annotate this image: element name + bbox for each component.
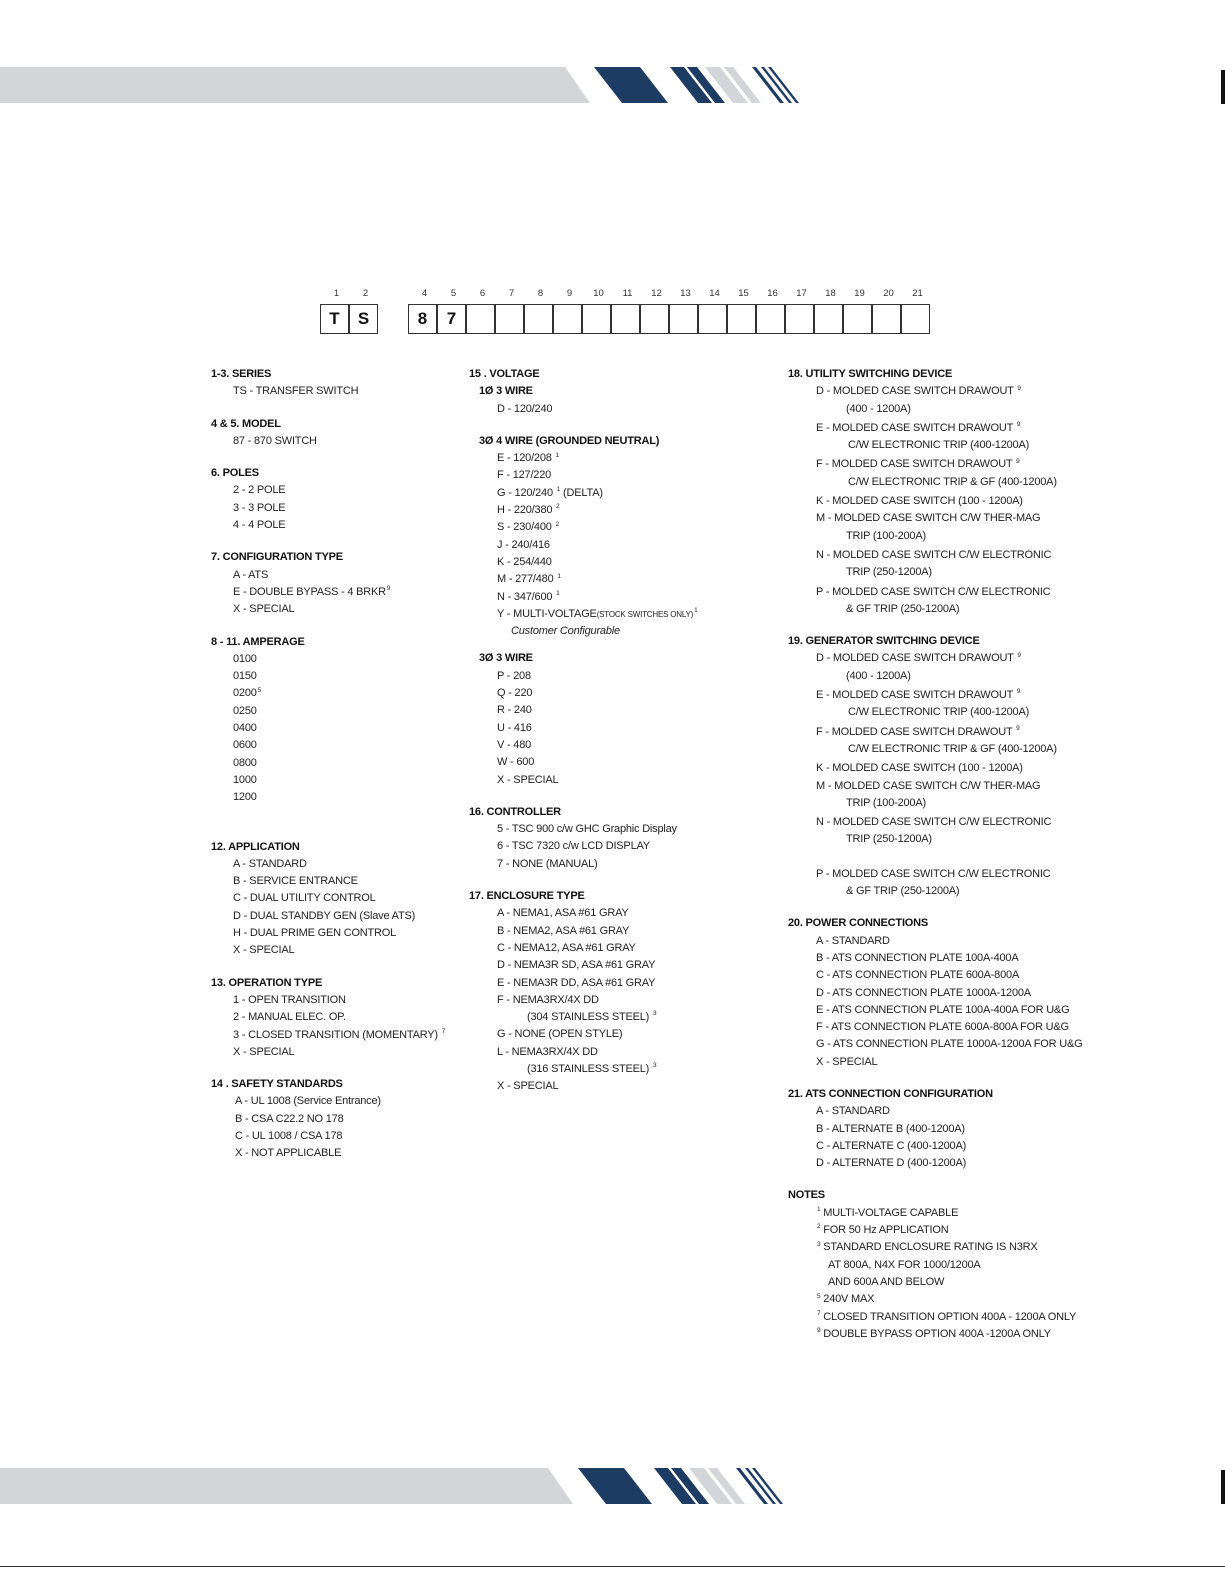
config-item: A - ATS	[233, 568, 269, 581]
code-box	[698, 304, 727, 334]
voltage-item: F - 127/220	[497, 469, 552, 482]
code-position-number: 2	[362, 288, 369, 299]
column-3	[788, 366, 1218, 1343]
note-item: $^3$ STANDARD ENCLOSURE RATING IS N3RX	[817, 1240, 1038, 1254]
page-edge-mark	[1221, 70, 1225, 104]
enclosure-item: A - NEMA1, ASA #61 GRAY	[497, 907, 629, 920]
enclosure-item: G - NONE (OPEN STYLE)	[497, 1028, 623, 1041]
voltage-item: D - 120/240	[497, 402, 553, 415]
code-position-number: 21	[912, 288, 923, 299]
code-position-number: 19	[854, 288, 865, 299]
safety-heading: 14 . SAFETY STANDARDS	[211, 1078, 343, 1091]
voltage-item: P - 208	[497, 669, 531, 682]
code-box: S	[349, 304, 378, 334]
generator-item: N - MOLDED CASE SWITCH C/W ELECTRONIC	[816, 816, 1052, 829]
ats-config-item: A - STANDARD	[816, 1105, 890, 1118]
header-decor-band	[0, 67, 1225, 105]
power-item: D - ATS CONNECTION PLATE 1000A-1200A	[816, 986, 1031, 999]
note-item: $^5$ 240V MAX	[817, 1292, 875, 1306]
amperage-item: 0600	[233, 739, 257, 752]
voltage-item: E - 120/208 $^1$	[497, 451, 559, 465]
amperage-item: 0400	[233, 722, 257, 735]
note-item: $^7$ CLOSED TRANSITION OPTION 400A - 1200A ONLY	[817, 1309, 1077, 1323]
code-box	[872, 304, 901, 334]
voltage-sub-1ph: 1Ø 3 WIRE	[479, 385, 533, 398]
column-1	[211, 366, 461, 1163]
operation-item: X - SPECIAL	[233, 1045, 295, 1058]
operation-item: 1 - OPEN TRANSITION	[233, 993, 346, 1006]
enclosure-item: X - SPECIAL	[497, 1080, 559, 1093]
enclosure-item-cont: (304 STAINLESS STEEL) $^3$	[527, 1010, 657, 1024]
footer-decor-band	[0, 1468, 1225, 1506]
generator-heading: 19. GENERATOR SWITCHING DEVICE	[788, 635, 980, 648]
code-position-number: 17	[796, 288, 807, 299]
operation-item: 3 - CLOSED TRANSITION (MOMENTARY) $^7$	[233, 1027, 446, 1041]
generator-item: E - MOLDED CASE SWITCH DRAWOUT $^9$	[816, 688, 1021, 702]
utility-item: K - MOLDED CASE SWITCH (100 - 1200A)	[816, 495, 1023, 508]
amperage-heading: 8 - 11. AMPERAGE	[211, 635, 305, 648]
controller-item: 6 - TSC 7320 c/w LCD DISPLAY	[497, 840, 650, 853]
code-position-number: 12	[651, 288, 662, 299]
utility-item-cont: TRIP (250-1200A)	[846, 566, 932, 579]
power-item: G - ATS CONNECTION PLATE 1000A-1200A FOR U&G	[816, 1038, 1083, 1051]
code-position-number: 18	[825, 288, 836, 299]
enclosure-item: L - NEMA3RX/4X DD	[497, 1045, 598, 1058]
enclosure-item: B - NEMA2, ASA #61 GRAY	[497, 924, 630, 937]
code-box	[785, 304, 814, 334]
note-item-cont: AT 800A, N4X FOR 1000/1200A	[828, 1258, 981, 1271]
note-item: $^1$ MULTI-VOLTAGE CAPABLE	[817, 1206, 959, 1219]
utility-item: P - MOLDED CASE SWITCH C/W ELECTRONIC	[816, 585, 1051, 598]
generator-item-cont: TRIP (100-200A)	[846, 796, 926, 809]
config-item: E - DOUBLE BYPASS - 4 BRKR$^9$	[233, 585, 391, 598]
code-position-number: 7	[508, 288, 515, 299]
ats-config-heading: 21. ATS CONNECTION CONFIGURATION	[788, 1087, 993, 1100]
code-position-number: 9	[566, 288, 573, 299]
amperage-item: 0150	[233, 670, 257, 683]
application-item: B - SERVICE ENTRANCE	[233, 875, 358, 888]
power-item: E - ATS CONNECTION PLATE 100A-400A FOR U&G	[816, 1003, 1070, 1016]
generator-item-cont: TRIP (250-1200A)	[846, 833, 932, 846]
utility-item: E - MOLDED CASE SWITCH DRAWOUT $^9$	[816, 421, 1021, 434]
code-box	[901, 304, 930, 334]
note-item-cont: AND 600A AND BELOW	[828, 1275, 945, 1288]
poles-item: 4 - 4 POLE	[233, 519, 286, 532]
ats-config-item: B - ALTERNATE B (400-1200A)	[816, 1122, 965, 1135]
voltage-item: H - 220/380 $^2$	[497, 503, 560, 517]
voltage-sub-3ph3w: 3Ø 3 WIRE	[479, 652, 533, 665]
series-item: TS - TRANSFER SWITCH	[233, 385, 359, 398]
model-code-diagram	[0, 288, 1225, 340]
power-item: C - ATS CONNECTION PLATE 600A-800A	[816, 969, 1020, 982]
generator-item-cont: C/W ELECTRONIC TRIP & GF (400-1200A)	[848, 742, 1057, 755]
voltage-item: W - 600	[497, 756, 535, 769]
application-item: C - DUAL UTILITY CONTROL	[233, 892, 376, 905]
code-position-number: 16	[767, 288, 778, 299]
power-item: B - ATS CONNECTION PLATE 100A-400A	[816, 951, 1019, 964]
model-item: 87 - 870 SWITCH	[233, 434, 317, 447]
utility-item-cont: C/W ELECTRONIC TRIP (400-1200A)	[848, 439, 1030, 452]
controller-heading: 16. CONTROLLER	[469, 805, 561, 818]
code-box	[669, 304, 698, 334]
code-box: 8	[408, 304, 437, 334]
code-box: 7	[437, 304, 466, 334]
code-box	[611, 304, 640, 334]
utility-item-cont: & GF TRIP (250-1200A)	[846, 602, 960, 615]
utility-item-cont: C/W ELECTRONIC TRIP & GF (400-1200A)	[848, 475, 1057, 488]
operation-heading: 13. OPERATION TYPE	[211, 976, 323, 989]
page-edge-mark	[1221, 1470, 1225, 1504]
application-heading: 12. APPLICATION	[211, 840, 300, 853]
voltage-item: V - 480	[497, 738, 532, 751]
voltage-item: U - 416	[497, 721, 532, 734]
generator-item-cont: (400 - 1200A)	[846, 669, 911, 682]
voltage-note: Customer Configurable	[511, 625, 620, 638]
config-heading: 7. CONFIGURATION TYPE	[211, 551, 343, 564]
code-box: T	[320, 304, 349, 334]
voltage-item: M - 277/480 $^1$	[497, 572, 561, 586]
safety-item: X - NOT APPLICABLE	[235, 1147, 342, 1160]
voltage-item: Y - MULTI-VOLTAGE(STOCK SWITCHES ONLY)$^1$	[497, 607, 698, 620]
model-heading: 4 & 5. MODEL	[211, 417, 281, 430]
code-position-number: 8	[537, 288, 544, 299]
column-2	[469, 366, 779, 1096]
ats-config-item: C - ALTERNATE C (400-1200A)	[816, 1139, 967, 1152]
generator-item-cont: C/W ELECTRONIC TRIP (400-1200A)	[848, 706, 1030, 719]
generator-item-cont: & GF TRIP (250-1200A)	[846, 885, 960, 898]
utility-item: N - MOLDED CASE SWITCH C/W ELECTRONIC	[816, 548, 1052, 561]
voltage-item: S - 230/400 $^2$	[497, 520, 559, 534]
power-item: A - STANDARD	[816, 934, 890, 947]
note-item: $^9$ DOUBLE BYPASS OPTION 400A -1200A ONLY	[817, 1327, 1051, 1340]
enclosure-item: C - NEMA12, ASA #61 GRAY	[497, 941, 636, 954]
utility-item: D - MOLDED CASE SWITCH DRAWOUT $^9$	[816, 384, 1021, 398]
code-position-number: 15	[738, 288, 749, 299]
voltage-item: N - 347/600 $^1$	[497, 589, 560, 603]
series-heading: 1-3. SERIES	[211, 368, 272, 380]
application-item: D - DUAL STANDBY GEN (Slave ATS)	[233, 909, 416, 922]
voltage-heading: 15 . VOLTAGE	[469, 368, 540, 380]
generator-item: F - MOLDED CASE SWITCH DRAWOUT $^9$	[816, 724, 1020, 738]
code-box	[640, 304, 669, 334]
notes-heading: NOTES	[788, 1189, 825, 1202]
config-item: X - SPECIAL	[233, 603, 295, 616]
application-item: X - SPECIAL	[233, 944, 295, 957]
amperage-item: 0200$^5$	[233, 686, 262, 700]
code-position-number: 10	[593, 288, 604, 299]
code-position-number: 4	[421, 288, 428, 299]
code-box	[466, 304, 495, 334]
code-box	[582, 304, 611, 334]
enclosure-heading: 17. ENCLOSURE TYPE	[469, 890, 585, 903]
voltage-item: R - 240	[497, 704, 532, 717]
enclosure-item-cont: (316 STAINLESS STEEL) $^3$	[527, 1062, 657, 1075]
voltage-sub-3ph4w: 3Ø 4 WIRE (GROUNDED NEUTRAL)	[479, 434, 660, 447]
utility-item-cont: (400 - 1200A)	[846, 402, 911, 415]
utility-item: M - MOLDED CASE SWITCH C/W THER-MAG	[816, 512, 1041, 525]
code-position-number: 11	[622, 288, 633, 299]
poles-item: 3 - 3 POLE	[233, 501, 286, 514]
voltage-item: K - 254/440	[497, 555, 552, 568]
enclosure-item: F - NEMA3RX/4X DD	[497, 993, 599, 1006]
code-box	[756, 304, 785, 334]
application-item: H - DUAL PRIME GEN CONTROL	[233, 927, 397, 940]
code-position-number: 14	[709, 288, 720, 299]
operation-item: 2 - MANUAL ELEC. OP.	[233, 1011, 346, 1024]
poles-heading: 6. POLES	[211, 467, 259, 480]
code-position-number: 20	[883, 288, 894, 299]
code-position-number: 1	[333, 288, 340, 299]
voltage-item: J - 240/416	[497, 538, 550, 551]
application-item: A - STANDARD	[233, 857, 307, 870]
code-box	[524, 304, 553, 334]
amperage-item: 1200	[233, 791, 257, 804]
code-position-number: 6	[479, 288, 486, 299]
generator-item: D - MOLDED CASE SWITCH DRAWOUT $^9$	[816, 651, 1021, 665]
utility-item: F - MOLDED CASE SWITCH DRAWOUT $^9$	[816, 457, 1020, 471]
code-box	[814, 304, 843, 334]
power-item: X - SPECIAL	[816, 1055, 878, 1068]
generator-item: P - MOLDED CASE SWITCH C/W ELECTRONIC	[816, 867, 1051, 880]
bottom-rule	[0, 1566, 1225, 1567]
amperage-item: 1000	[233, 773, 257, 786]
safety-item: B - CSA C22.2 NO 178	[235, 1112, 344, 1125]
enclosure-item: E - NEMA3R DD, ASA #61 GRAY	[497, 976, 656, 989]
code-box	[553, 304, 582, 334]
controller-item: 7 - NONE (MANUAL)	[497, 857, 598, 870]
code-position-number: 5	[450, 288, 457, 299]
voltage-item: G - 120/240 $^1$ (DELTA)	[497, 486, 603, 499]
poles-item: 2 - 2 POLE	[233, 484, 286, 497]
code-box	[495, 304, 524, 334]
voltage-item: Q - 220	[497, 687, 533, 700]
power-heading: 20. POWER CONNECTIONS	[788, 917, 929, 930]
code-position-number: 13	[680, 288, 691, 299]
note-item: $^2$ FOR 50 Hz APPLICATION	[817, 1223, 949, 1237]
amperage-item: 0800	[233, 756, 257, 769]
voltage-item: X - SPECIAL	[497, 773, 559, 786]
enclosure-item: D - NEMA3R SD, ASA #61 GRAY	[497, 959, 656, 972]
utility-item-cont: TRIP (100-200A)	[846, 529, 926, 542]
utility-heading: 18. UTILITY SWITCHING DEVICE	[788, 368, 953, 380]
safety-item: C - UL 1008 / CSA 178	[235, 1129, 343, 1142]
generator-item: K - MOLDED CASE SWITCH (100 - 1200A)	[816, 762, 1023, 775]
safety-item: A - UL 1008 (Service Entrance)	[235, 1095, 381, 1108]
code-box	[843, 304, 872, 334]
controller-item: 5 - TSC 900 c/w GHC Graphic Display	[497, 823, 677, 836]
amperage-item: 0100	[233, 652, 257, 665]
code-box	[727, 304, 756, 334]
ats-config-item: D - ALTERNATE D (400-1200A)	[816, 1157, 967, 1170]
generator-item: M - MOLDED CASE SWITCH C/W THER-MAG	[816, 779, 1041, 792]
amperage-item: 0250	[233, 704, 257, 717]
power-item: F - ATS CONNECTION PLATE 600A-800A FOR U&G	[816, 1021, 1069, 1034]
